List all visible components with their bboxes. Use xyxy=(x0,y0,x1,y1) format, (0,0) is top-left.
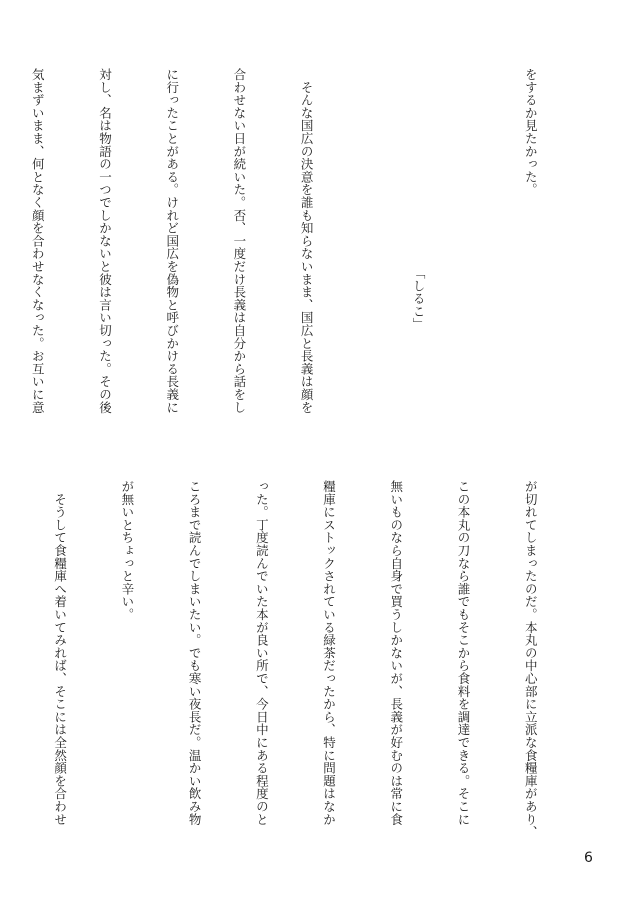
top-text-block xyxy=(30,68,586,460)
text-line: そんな国広の決意を誰も知らないまま、国広と長義は顔を xyxy=(299,68,315,414)
text-line: に行ったことがある。けれど国広を偽物と呼びかける長義に xyxy=(164,68,180,414)
text-line: ころまで読んでしまいたい。でも寒い夜長だ。温かい飲み物 xyxy=(187,480,203,826)
text-line: 対し、名は物語の一つでしかないと彼は言い切った。その後 xyxy=(97,68,113,414)
text-line: そうして食糧庫へ着いてみれば、そこには全然顔を合わせ xyxy=(52,480,68,826)
page-number: 6 xyxy=(584,850,593,866)
text-line: った。丁度読んでいた本が良い所で、今日中にある程度のと xyxy=(254,480,270,826)
text-line: 無いものなら自身で買うしかないが、長義が好むのは常に食 xyxy=(388,480,404,826)
section-heading: 「しるこ」 xyxy=(411,68,427,331)
text-line: 合わせない日が続いた。否、一度だけ長義は自分から話をし xyxy=(231,68,247,414)
text-line: 糧庫にストックされている緑茶だったから、特に問題はなか xyxy=(321,480,337,826)
text-line xyxy=(0,480,3,850)
text-line: が無いとちょっと辛い。 xyxy=(119,480,135,621)
text-line: が切れてしまったのだ。本丸の中心部に立派な食糧庫があり、 xyxy=(523,480,539,839)
text-line: をするか見たかった。 xyxy=(523,68,539,196)
bottom-text-block xyxy=(52,480,586,850)
text-line: 気まずいまま、何となく顔を合わせなくなった。お互いに意 xyxy=(30,68,46,414)
text-line: この本丸の刀なら誰でもそこから食料を調達できる。そこに xyxy=(455,480,471,826)
